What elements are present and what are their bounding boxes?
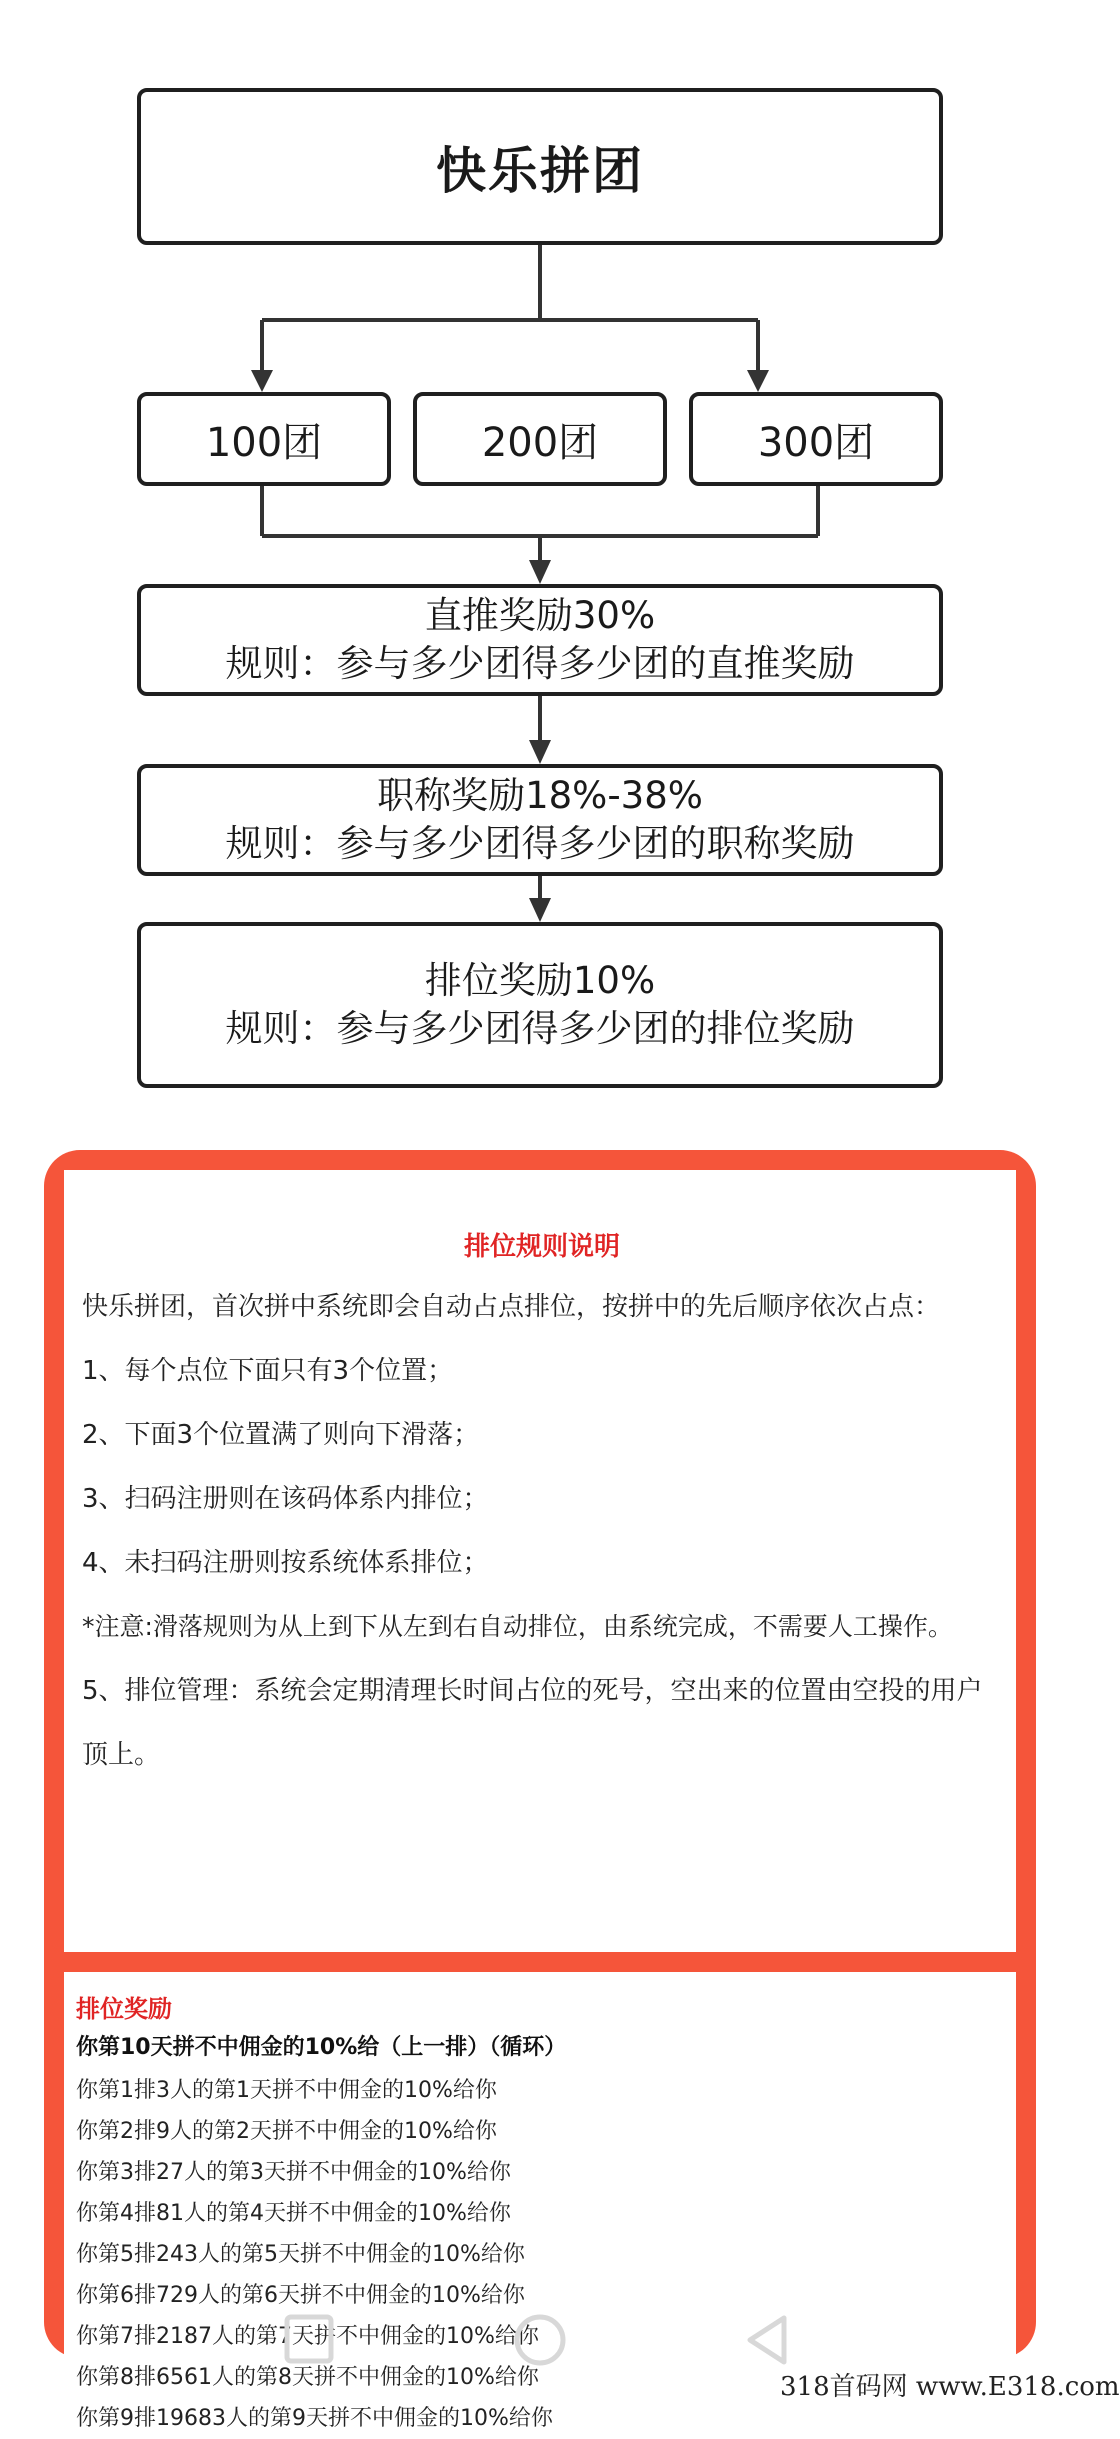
reward-rule: 规则：参与多少团得多少团的排位奖励	[225, 1007, 855, 1050]
group-box-200	[413, 392, 667, 486]
reward-row: 你第9排19683人的第9天拼不中佣金的10%给你	[76, 2406, 553, 2431]
reward-row: 你第4排81人的第4天拼不中佣金的10%给你	[76, 2201, 511, 2226]
reward-title: 排位奖励10%	[424, 959, 656, 1002]
arrow-head-left	[251, 370, 273, 392]
group-box-100	[137, 392, 391, 486]
back-triangle-icon[interactable]	[740, 2310, 800, 2370]
circle-icon[interactable]	[510, 2310, 570, 2370]
reward-row: 你第1排3人的第1天拼不中佣金的10%给你	[76, 2078, 497, 2103]
reward-row: 你第2排9人的第2天拼不中佣金的10%给你	[76, 2119, 497, 2144]
reward-box-title	[137, 764, 943, 876]
watermark: 318首码网 www.E318.com	[780, 2372, 1120, 2402]
rules-item: 4、未扫码注册则按系统体系排位；	[82, 1548, 489, 1578]
reward-title: 直推奖励30%	[424, 594, 656, 637]
flowchart-title: 快乐拼团	[436, 141, 644, 200]
reward-rule: 规则：参与多少团得多少团的直推奖励	[225, 642, 855, 685]
group-label: 100团	[205, 419, 323, 466]
rules-intro: 快乐拼团，首次拼中系统即会自动占点排位，按拼中的先后顺序依次占点：	[82, 1292, 941, 1322]
group-label: 200团	[481, 419, 599, 466]
rules-item: 1、每个点位下面只有3个位置；	[82, 1356, 454, 1386]
arrow-head-right	[747, 370, 769, 392]
reward-rule: 规则：参与多少团得多少团的职称奖励	[225, 822, 855, 865]
reward-box-direct	[137, 584, 943, 696]
ranking-rules-heading: 排位规则说明	[463, 1232, 620, 1262]
rules-item: 2、下面3个位置满了则向下滑落；	[82, 1420, 480, 1450]
rules-item: 3、扫码注册则在该码体系内排位；	[82, 1484, 489, 1514]
square-icon[interactable]	[280, 2310, 340, 2370]
group-box-300	[689, 392, 943, 486]
reward-row: 你第7排2187人的第7天拼不中佣金的10%给你	[76, 2324, 539, 2349]
rules-item: 5、排位管理：系统会定期清理长时间占位的死号，空出来的位置由空投的用户顶上。	[82, 1676, 983, 1770]
ranking-reward-heading: 排位奖励	[76, 1995, 172, 2023]
arrow-head-reward1	[529, 560, 551, 584]
reward-row: 你第3排27人的第3天拼不中佣金的10%给你	[76, 2160, 511, 2185]
ranking-rules-card	[64, 1170, 1016, 1952]
flowchart-title-box	[137, 88, 943, 245]
group-label: 300团	[757, 419, 875, 466]
reward-title: 职称奖励18%-38%	[377, 774, 703, 817]
reward-cycle-line: 你第10天拼不中佣金的10%给（上一排）（循环）	[76, 2035, 567, 2060]
rules-note: *注意:滑落规则为从上到下从左到右自动排位，由系统完成，不需要人工操作。	[82, 1612, 953, 1641]
arrow-head-reward3	[529, 898, 551, 922]
reward-row: 你第5排243人的第5天拼不中佣金的10%给你	[76, 2242, 525, 2267]
reward-row: 你第6排729人的第6天拼不中佣金的10%给你	[76, 2283, 525, 2308]
reward-box-ranking	[137, 922, 943, 1088]
reward-row: 你第8排6561人的第8天拼不中佣金的10%给你	[76, 2365, 539, 2390]
arrow-head-reward2	[529, 740, 551, 764]
